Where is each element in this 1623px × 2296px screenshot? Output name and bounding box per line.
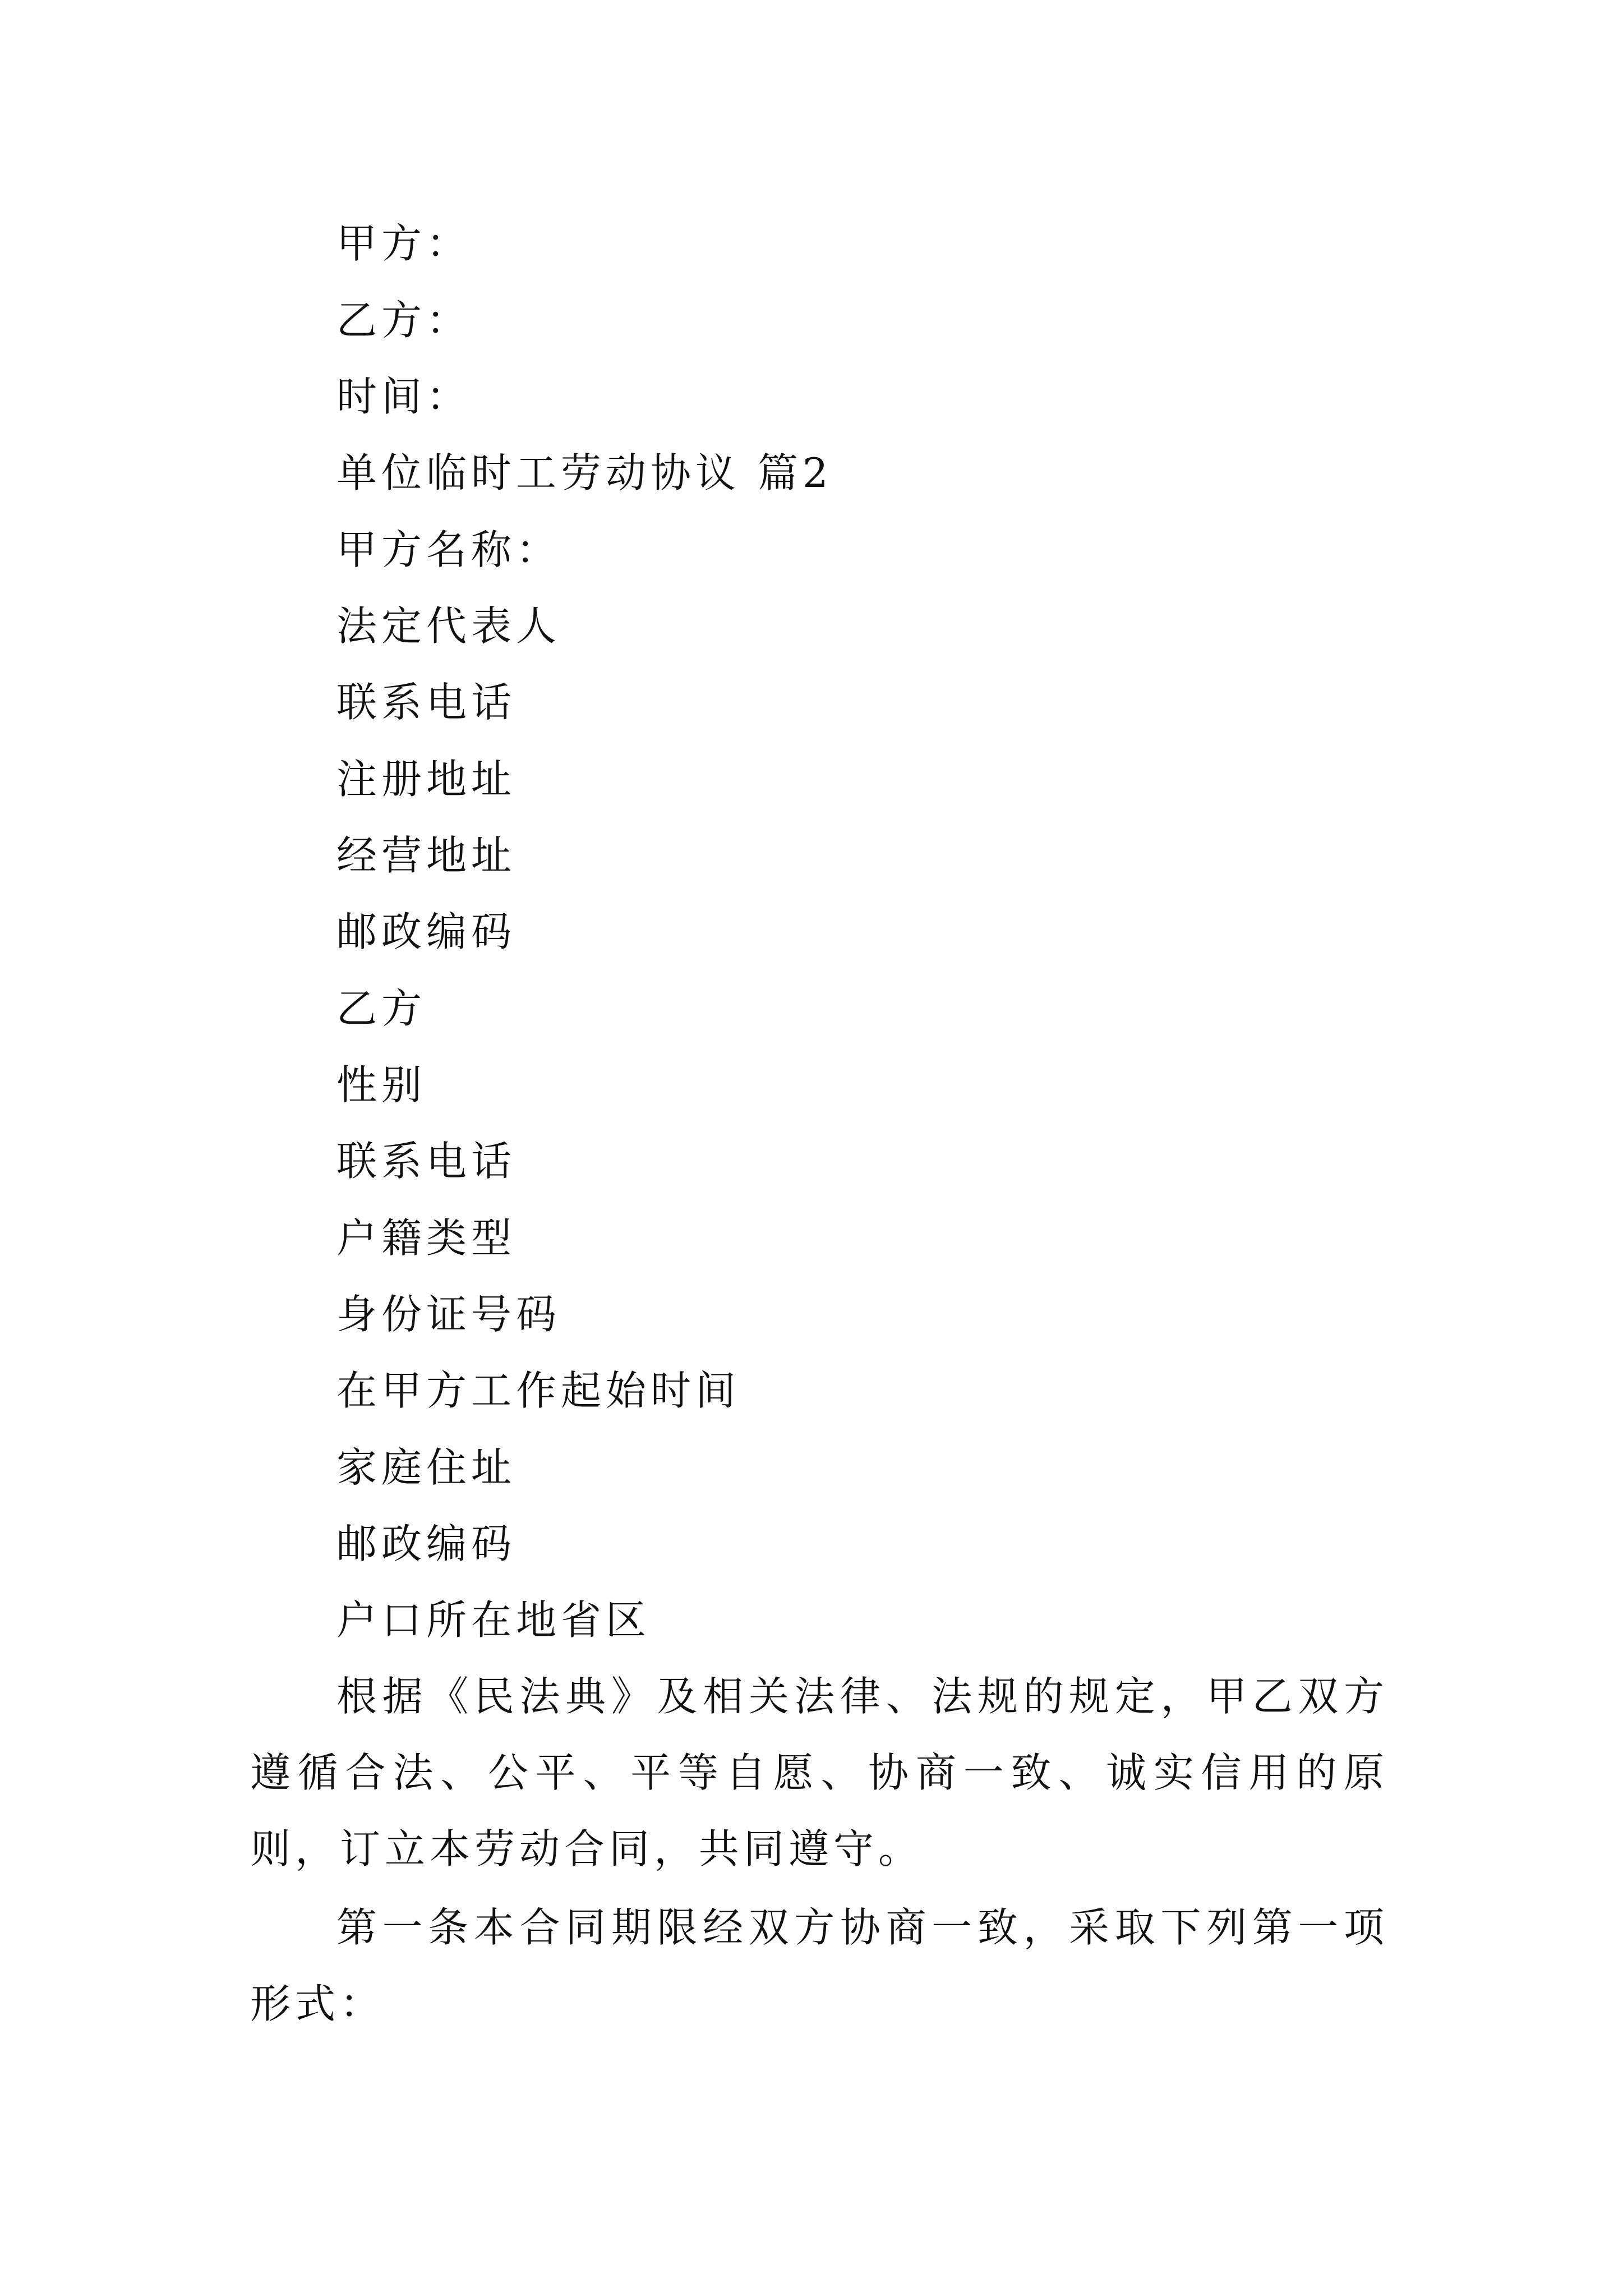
article-one-paragraph: 第一条本合同期限经双方协商一致，采取下列第一项形式： [250, 1904, 1389, 2027]
party-b-heading: 乙方 [336, 985, 427, 1032]
postal-code-line: 邮政编码 [336, 908, 517, 955]
legal-representative-line: 法定代表人 [336, 602, 561, 650]
party-b-line: 乙方： [336, 297, 472, 344]
registered-address-line: 注册地址 [336, 756, 517, 803]
party-a-name-line: 甲方名称： [336, 526, 561, 573]
business-address-line: 经营地址 [336, 832, 517, 879]
postal-code-line-b: 邮政编码 [336, 1520, 517, 1567]
id-number-line: 身份证号码 [336, 1291, 561, 1338]
time-line: 时间： [336, 373, 472, 420]
party-a-line: 甲方： [336, 220, 472, 267]
intro-paragraph: 根据《民法典》及相关法律、法规的规定，甲乙双方遵循合法、公平、平等自愿、协商一致、诚实信用的原则，订立本劳动合同，共同遵守。 [250, 1673, 1389, 1872]
start-time-line: 在甲方工作起始时间 [336, 1367, 741, 1414]
contact-phone-line: 联系电话 [336, 679, 517, 726]
home-address-line: 家庭住址 [336, 1444, 517, 1491]
section-title: 单位临时工劳动协议 篇2 [336, 449, 833, 496]
household-location-line: 户口所在地省区 [336, 1596, 651, 1644]
gender-line: 性别 [336, 1061, 427, 1108]
household-type-line: 户籍类型 [336, 1214, 517, 1262]
contact-phone-line-b: 联系电话 [336, 1138, 517, 1185]
